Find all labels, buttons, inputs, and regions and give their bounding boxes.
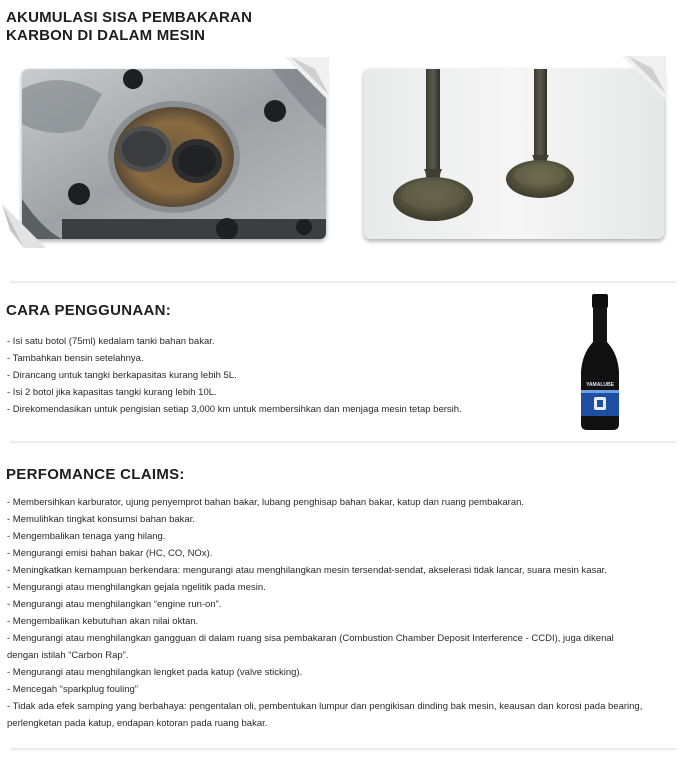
section-divider — [10, 748, 677, 751]
list-item: - Membersihkan karburator, ujung penyemprot bahan bakar, lubang penghisap bahan bakar, katup dan ruang pembakaran. — [7, 497, 525, 508]
cylinder-head-carbon-photo — [22, 69, 326, 239]
list-item: - Mengurangi atau menghilangkan “engine run-on”. — [7, 599, 222, 610]
product-bottle-image — [576, 294, 624, 432]
list-item: - Dirancang untuk tangki berkapasitas kurang lebih 5L. — [7, 370, 237, 381]
list-item: - Mengurangi atau menghilangkan gangguan di dalam ruang sisa pembakaran (Combustion Chamber Deposit Interference - CCDI), juga dikenal dengan istilah “Carbon Rap”. — [7, 633, 614, 661]
page-title — [6, 9, 252, 45]
list-item: - Memulihkan tingkat konsumsi bahan bakar. — [7, 514, 195, 525]
page-curl-icon — [0, 200, 48, 252]
engine-valves-illustration — [364, 69, 664, 239]
section-divider — [10, 281, 677, 284]
page-title-line-2: KARBON DI DALAM MESIN — [6, 27, 206, 44]
bottle-brand-label: YAMALUBE — [586, 382, 614, 388]
list-item: - Isi satu botol (75ml) kedalam tanki bahan bakar. — [7, 336, 215, 347]
list-item: - Tidak ada efek samping yang berbahaya: pengentalan oli, pembentukan lumpur dan pengikisan dinding bak mesin, keausan dan korosi pada bearing, perlengketan pada katup, endapan kotoran pada ruang bakar. — [7, 701, 643, 729]
list-item: - Mengembalikan kebutuhan akan nilai oktan. — [7, 616, 199, 627]
usage-list — [7, 333, 462, 418]
list-item: - Mengurangi atau menghilangkan lengket pada katup (valve sticking). — [7, 667, 303, 678]
engine-valves-carbon-photo — [364, 69, 664, 239]
page-curl-icon — [285, 57, 329, 101]
list-item: - Isi 2 botol jika kapasitas tangki kurang lebih 10L. — [7, 387, 217, 398]
list-item: - Mengurangi emisi bahan bakar (HC, CO, NOx). — [7, 548, 213, 559]
claims-list — [7, 494, 647, 732]
claims-section-title: PERFOMANCE CLAIMS: — [6, 466, 185, 483]
list-item: - Mengurangi atau menghilangkan gejala ngelitik pada mesin. — [7, 582, 266, 593]
section-divider — [10, 441, 677, 444]
page-title-line-1: AKUMULASI SISA PEMBAKARAN — [6, 9, 253, 26]
page-curl-icon — [622, 56, 666, 100]
list-item: - Tambahkan bensin setelahnya. — [7, 353, 144, 364]
list-item: - Meningkatkan kemampuan berkendara: mengurangi atau menghilangkan mesin tersendat-sendat, akselerasi tidak lancar, suara mesin kasar. — [7, 565, 607, 576]
list-item: - Direkomendasikan untuk pengisian setiap 3,000 km untuk membersihkan dan menjaga mesin tetap bersih. — [7, 404, 462, 415]
list-item: - Mencegah “sparkplug fouling” — [7, 684, 138, 695]
usage-section-title: CARA PENGGUNAAN: — [6, 302, 172, 319]
list-item: - Mengembalikan tenaga yang hilang. — [7, 531, 166, 542]
cylinder-head-illustration — [22, 69, 326, 239]
